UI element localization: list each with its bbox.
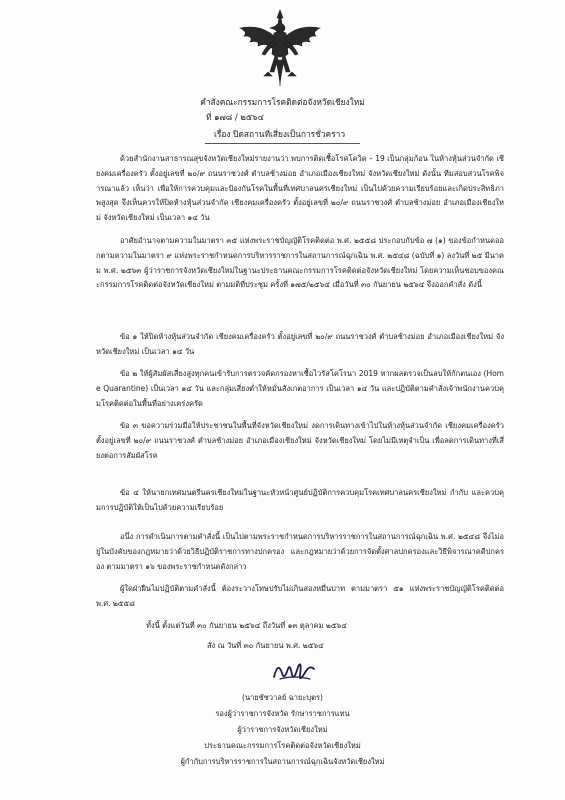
signatory-position-2: ผู้ว่าราชการจังหวัดเชียงใหม่	[237, 725, 328, 734]
paragraph-background: ด้วยสำนักงานสาธารณสุขจังหวัดเชียงใหม่รายงานว่า พบการติดเชื้อโรคโควิด – 19 เป็นกลุ่มก้อน ในห้างหุ้นส่วนจำกัด เชียงคมเครื่องครัว ตั้งอยู่เลขที่ ๒๐/๙ ถนนราชวงศ์ ตำบลช้างม่อย อำเภอเมืองเชียงใหม่ จังหวัดเชียงใหม่ ดังนั้น ทีมสอบสวนโรคพิจารณาแล้ว เห็นว่า เพื่อให้การควบคุมและป้องกันโรคในพื้นที่เทศบาลนครเชียงใหม่ เป็นไปด้วยความเรียบร้อยและเกิดประสิทธิภาพสูงสุด จึงเห็นควรให้ปิดห้างหุ้นส่วนจำกัด เชียงคมเครื่องครัว ตั้งอยู่เลขที่ ๒๐/๙ ถนนราชวงศ์ ตำบลช้างม่อย อำเภอเมืองเชียงใหม่ จังหวัดเชียงใหม่ เป็นเวลา ๑๔ วัน	[96, 154, 504, 223]
ordered-date: สั่ง ณ วันที่ ๓๐ กันยายน พ.ศ. ๒๕๖๔	[207, 641, 324, 650]
title-divider	[205, 143, 360, 144]
signatory-position-1: รองผู้ว่าราชการจังหวัด รักษาราชการแทน	[215, 709, 350, 718]
signatory-name: (นายชัชวาลย์ ฉายะบุตร)	[242, 693, 323, 702]
signatory-position-4: ผู้กำกับการบริหารราชการในสถานการณ์ฉุกเฉินจังหวัดเชียงใหม่	[180, 757, 385, 766]
document-title: คำสั่งคณะกรรมการโรคติดต่อจังหวัดเชียงใหม่	[200, 97, 365, 107]
garuda-emblem-icon	[232, 6, 328, 94]
clause-2: ข้อ ๒ ให้ผู้สัมผัสเสี่ยงสูงทุกคนเข้ารับการตรวจคัดกรองหาเชื้อไวรัสโคโรนา 2019 หากผลตรวจเป็นลบให้กักตนเอง (Home Quarantine) เป็นเวลา ๑๔ วัน และกลุ่มเสี่ยงต่ำให้หมั่นสังเกตอาการ เป็นเวลา ๑๔ วัน และปฏิบัติตามคำสั่งเจ้าพนักงานควบคุมโรคติดต่อในพื้นที่อย่างเคร่งครัด	[96, 369, 504, 408]
paragraph-authority: อาศัยอำนาจตามความในมาตรา ๓๕ แห่งพระราชบัญญัติโรคติดต่อ พ.ศ. ๒๕๕๘ ประกอบกับข้อ ๗ (๑) ของข้อกำหนดออกตามความในมาตรา ๙ แห่งพระราชกำหนดการบริหารราชการในสถานการณ์ฉุกเฉิน พ.ศ. ๒๕๔๘ (ฉบับที่ ๑) ลงวันที่ ๒๕ มีนาคม พ.ศ. ๒๕๖๓ ผู้ว่าราชการจังหวัดเชียงใหม่ในฐานะประธานคณะกรรมการโรคติดต่อจังหวัดเชียงใหม่ โดยความเห็นชอบของคณะกรรมการโรคติดต่อจังหวัดเชียงใหม่ ตามมติที่ประชุม ครั้งที่ ๑๗๕/๒๕๖๔ เมื่อวันที่ ๓๐ กันยายน ๒๕๖๔ จึงออกคำสั่ง ดังนี้	[96, 236, 504, 290]
effective-period: ทั้งนี้ ตั้งแต่วันที่ ๓๐ กันยายน ๒๕๖๔ ถึงวันที่ ๑๓ ตุลาคม ๒๕๖๔	[146, 621, 347, 630]
order-number: ที่ ๑๗๘ / ๒๕๖๔	[206, 112, 264, 122]
paragraph-legal-note: อนึ่ง การดำเนินการตามคำสั่งนี้ เป็นไปตามพระราชกำหนดการบริหารราชการในสถานการณ์ฉุกเฉิน พ.ศ. ๒๕๔๘ จึงไม่อยู่ในบังคับของกฎหมายว่าด้วยวิธีปฏิบัติราชการทางปกครอง และกฎหมายว่าด้วยการจัดตั้งศาลปกครองและวิธีพิจารณาคดีปกครอง ตามมาตรา ๑๖ ของพระราชกำหนดดังกล่าว	[96, 532, 504, 571]
document-subject: เรื่อง ปิดสถานที่เสี่ยงเป็นการชั่วคราว	[214, 129, 346, 139]
handwritten-signature-icon	[270, 655, 318, 685]
signatory-position-3: ประธานคณะกรรมการโรคติดต่อจังหวัดเชียงใหม่	[204, 741, 361, 750]
clause-4: ข้อ ๔ ให้นายกเทศมนตรีนครเชียงใหม่ในฐานะหัวหน้าศูนย์ปฏิบัติการควบคุมโรคเทศบาลนครเชียงใหม่ กำกับ และควบคุมการปฏิบัติให้เป็นไปด้วยความเรียบร้อย	[96, 488, 504, 512]
paragraph-penalty: ผู้ใดฝ่าฝืนไม่ปฏิบัติตามคำสั่งนี้ ต้องระวางโทษปรับไม่เกินสองหมื่นบาท ตามมาตรา ๕๑ แห่งพระราชบัญญัติโรคติดต่อ พ.ศ. ๒๕๕๘	[96, 584, 504, 608]
clause-1: ข้อ ๑ ให้ปิดห้างหุ้นส่วนจำกัด เชียงคมเครื่องครัว ตั้งอยู่เลขที่ ๒๐/๙ ถนนราชวงศ์ ตำบลช้างม่อย อำเภอเมืองเชียงใหม่ จังหวัดเชียงใหม่ เป็นเวลา ๑๔ วัน	[96, 332, 504, 356]
clause-3: ข้อ ๓ ขอความร่วมมือให้ประชาชนในพื้นที่จังหวัดเชียงใหม่ งดการเดินทางเข้าไปในห้างหุ้นส่วนจำกัด เชียงคมเครื่องครัว ตั้งอยู่เลขที่ ๒๐/๙ ถนนราชวงศ์ ตำบลช้างม่อย อำเภอเมืองเชียงใหม่ จังหวัดเชียงใหม่ โดยไม่มีเหตุจำเป็น เพื่อลดการเดินทางที่เสี่ยงต่อการสัมผัสโรค	[96, 421, 504, 460]
